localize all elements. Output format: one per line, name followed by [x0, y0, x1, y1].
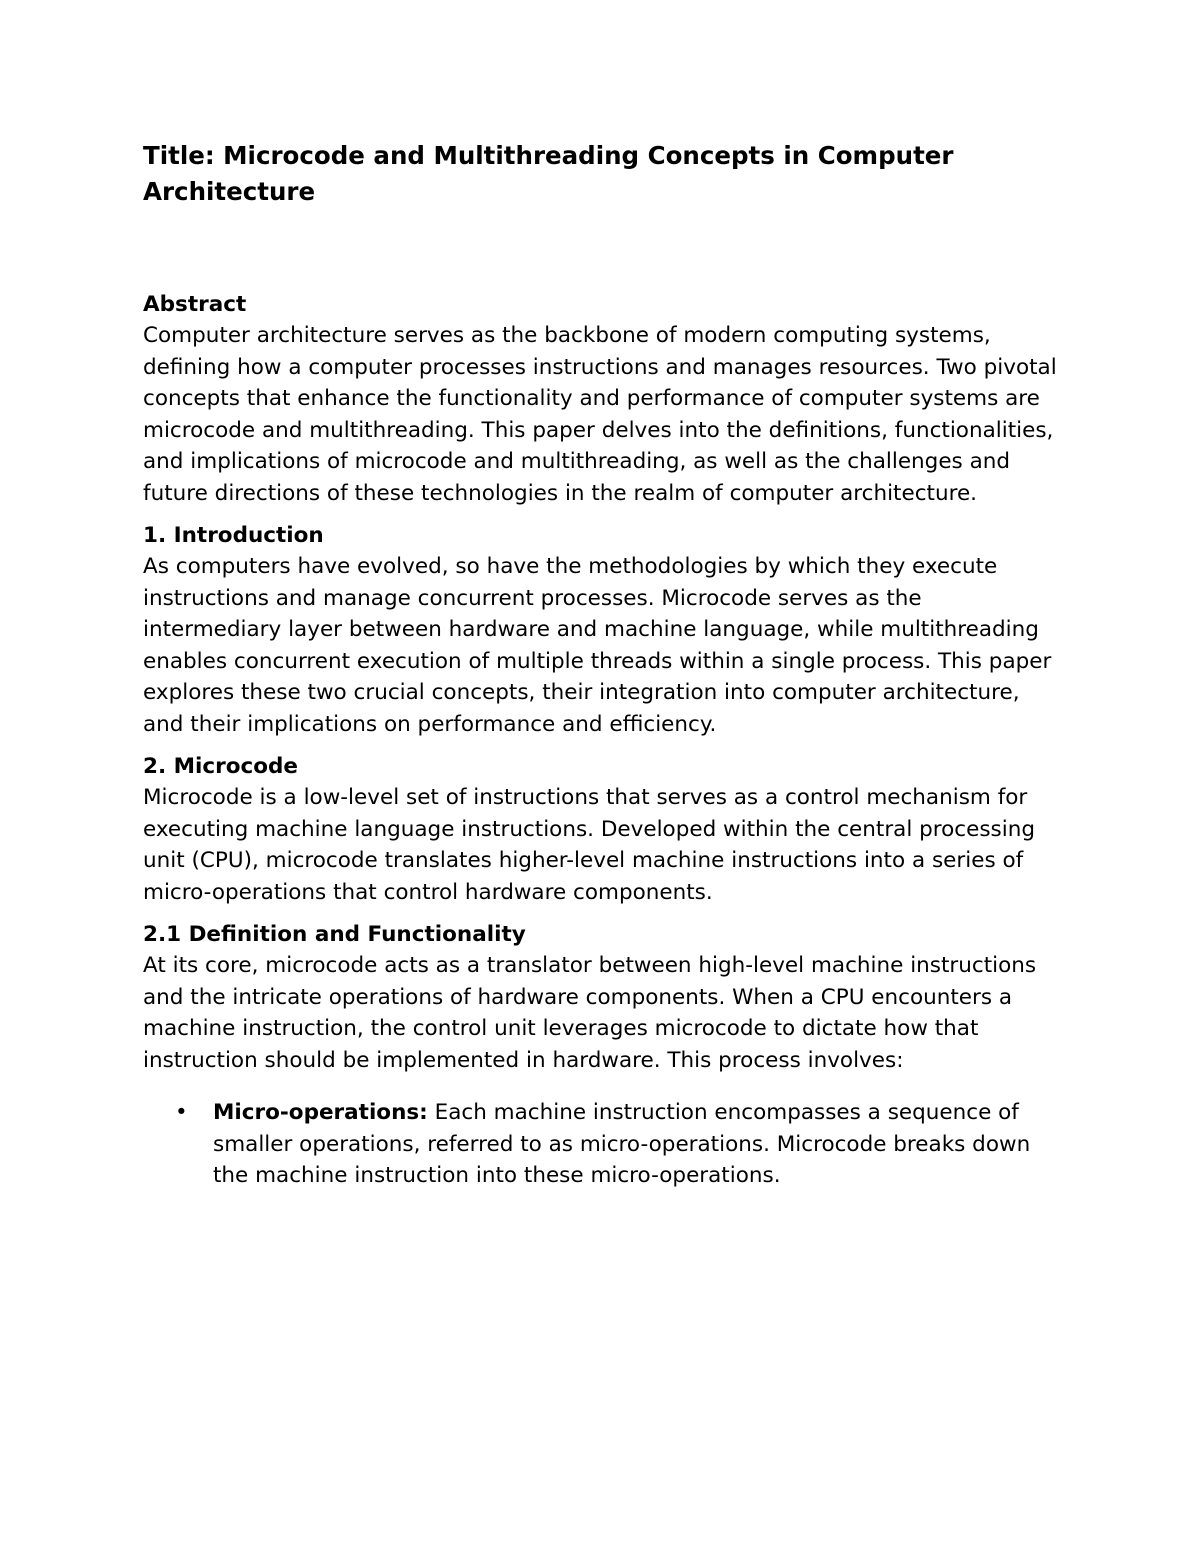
section-heading: 2. Microcode	[143, 754, 298, 779]
bullet-text: Each machine instruction encompasses a sequence of smaller operations, referred to as micro-operations. Microcode breaks down the machine instruction into these micro-operations.	[213, 1100, 1031, 1188]
bullet-term: Micro-operations:	[213, 1100, 428, 1125]
section-introduction	[143, 521, 1063, 740]
section-paragraph: Computer architecture serves as the backbone of modern computing systems, defining how a computer processes instructions and manages resources. Two pivotal concepts that enhance the functionality and performance of computer systems are microcode and multithreading. This paper delves into the definitions, functionalities, and implications of microcode and multithreading, as well as the challenges and future directions of these technologies in the realm of computer architecture.	[143, 323, 1057, 506]
list-item	[143, 1097, 1063, 1192]
section-microcode	[143, 752, 1063, 908]
section-paragraph: Microcode is a low-level set of instructions that serves as a control mechanism for executing machine language instructions. Developed within the central processing unit (CPU), microcode translates higher-level machine instructions into a series of micro-operations that control hardware components.	[143, 785, 1036, 905]
bullet-list	[143, 1097, 1063, 1192]
bullet-marker: •	[175, 1100, 188, 1125]
section-heading: 2.1 Definition and Functionality	[143, 922, 526, 947]
section-definition-functionality	[143, 920, 1063, 1076]
section-paragraph: At its core, microcode acts as a translator between high-level machine instructions and the intricate operations of hardware components. When a CPU encounters a machine instruction, the control unit leverages microcode to dictate how that instruction should be implemented in hardware. This process involves:	[143, 953, 1037, 1073]
section-paragraph: As computers have evolved, so have the methodologies by which they execute instructions and manage concurrent processes. Microcode serves as the intermediary layer between hardware and machine language, while multithreading enables concurrent execution of multiple threads within a single process. This paper explores these two crucial concepts, their integration into computer architecture, and their implications on performance and efficiency.	[143, 554, 1052, 737]
section-heading: 1. Introduction	[143, 523, 324, 548]
document-title: Title: Microcode and Multithreading Concepts in Computer Architecture	[143, 141, 954, 206]
document-page	[143, 138, 1063, 1192]
section-abstract	[143, 290, 1063, 509]
section-heading: Abstract	[143, 292, 247, 317]
